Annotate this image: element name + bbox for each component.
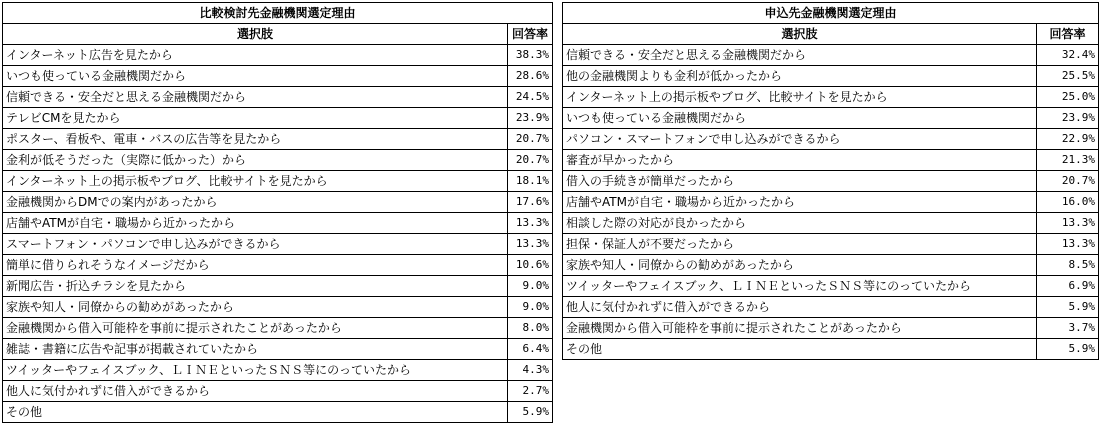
table-row bbox=[563, 129, 1099, 150]
table-row bbox=[3, 360, 553, 381]
choice-cell: インターネット上の掲示板やブログ、比較サイトを見たから bbox=[3, 171, 508, 192]
rate-cell: 6.4% bbox=[508, 339, 553, 360]
right-choice-header: 選択肢 bbox=[563, 24, 1037, 45]
table-row bbox=[3, 87, 553, 108]
rate-cell: 5.9% bbox=[1037, 297, 1099, 318]
table-row bbox=[3, 213, 553, 234]
rate-cell: 20.7% bbox=[1037, 171, 1099, 192]
choice-cell: 簡単に借りられそうなイメージだから bbox=[3, 255, 508, 276]
choice-cell: 他人に気付かれずに借入ができるから bbox=[563, 297, 1037, 318]
table-row bbox=[3, 234, 553, 255]
left-header-row bbox=[3, 24, 553, 45]
choice-cell: 金融機関から借入可能枠を事前に提示されたことがあったから bbox=[3, 318, 508, 339]
choice-cell: ツイッターやフェイスブック、ＬＩＮＥといったＳＮＳ等にのっていたから bbox=[3, 360, 508, 381]
table-row bbox=[3, 255, 553, 276]
choice-cell: テレビCMを見たから bbox=[3, 108, 508, 129]
rate-cell: 20.7% bbox=[508, 150, 553, 171]
right-table-title: 申込先金融機関選定理由 bbox=[563, 3, 1099, 24]
choice-cell: 信頼できる・安全だと思える金融機関だから bbox=[3, 87, 508, 108]
left-rate-header: 回答率 bbox=[508, 24, 553, 45]
table-row bbox=[563, 45, 1099, 66]
table-row bbox=[3, 318, 553, 339]
table-row bbox=[563, 276, 1099, 297]
choice-cell: 金融機関から借入可能枠を事前に提示されたことがあったから bbox=[563, 318, 1037, 339]
table-row bbox=[563, 108, 1099, 129]
rate-cell: 24.5% bbox=[508, 87, 553, 108]
table-row bbox=[563, 339, 1099, 360]
table-row bbox=[563, 66, 1099, 87]
choice-cell: 店舗やATMが自宅・職場から近かったから bbox=[3, 213, 508, 234]
choice-cell: 金融機関からDMでの案内があったから bbox=[3, 192, 508, 213]
table-row bbox=[3, 108, 553, 129]
choice-cell: その他 bbox=[3, 402, 508, 423]
choice-cell: インターネット広告を見たから bbox=[3, 45, 508, 66]
table-row bbox=[563, 255, 1099, 276]
rate-cell: 38.3% bbox=[508, 45, 553, 66]
left-table bbox=[2, 2, 553, 423]
table-row bbox=[3, 381, 553, 402]
rate-cell: 5.9% bbox=[508, 402, 553, 423]
rate-cell: 13.3% bbox=[1037, 213, 1099, 234]
left-title-row bbox=[3, 3, 553, 24]
choice-cell: 店舗やATMが自宅・職場から近かったから bbox=[563, 192, 1037, 213]
choice-cell: 借入の手続きが簡単だったから bbox=[563, 171, 1037, 192]
rate-cell: 20.7% bbox=[508, 129, 553, 150]
table-row bbox=[3, 171, 553, 192]
rate-cell: 6.9% bbox=[1037, 276, 1099, 297]
rate-cell: 5.9% bbox=[1037, 339, 1099, 360]
table-row bbox=[563, 297, 1099, 318]
choice-cell: 他の金融機関よりも金利が低かったから bbox=[563, 66, 1037, 87]
table-row bbox=[3, 150, 553, 171]
rate-cell: 22.9% bbox=[1037, 129, 1099, 150]
rate-cell: 9.0% bbox=[508, 297, 553, 318]
choice-cell: スマートフォン・パソコンで申し込みができるから bbox=[3, 234, 508, 255]
right-table-body bbox=[563, 45, 1099, 360]
left-choice-header: 選択肢 bbox=[3, 24, 508, 45]
right-table bbox=[562, 2, 1099, 360]
left-table-title: 比較検討先金融機関選定理由 bbox=[3, 3, 553, 24]
rate-cell: 10.6% bbox=[508, 255, 553, 276]
left-table-body bbox=[3, 45, 553, 423]
choice-cell: 家族や知人・同僚からの勧めがあったから bbox=[3, 297, 508, 318]
table-row bbox=[3, 276, 553, 297]
choice-cell: 信頼できる・安全だと思える金融機関だから bbox=[563, 45, 1037, 66]
rate-cell: 32.4% bbox=[1037, 45, 1099, 66]
choice-cell: 担保・保証人が不要だったから bbox=[563, 234, 1037, 255]
rate-cell: 3.7% bbox=[1037, 318, 1099, 339]
table-row bbox=[563, 171, 1099, 192]
choice-cell: ツイッターやフェイスブック、ＬＩＮＥといったＳＮＳ等にのっていたから bbox=[563, 276, 1037, 297]
right-rate-header: 回答率 bbox=[1037, 24, 1099, 45]
rate-cell: 13.3% bbox=[508, 234, 553, 255]
rate-cell: 17.6% bbox=[508, 192, 553, 213]
choice-cell: 相談した際の対応が良かったから bbox=[563, 213, 1037, 234]
rate-cell: 28.6% bbox=[508, 66, 553, 87]
rate-cell: 21.3% bbox=[1037, 150, 1099, 171]
choice-cell: ポスター、看板や、電車・バスの広告等を見たから bbox=[3, 129, 508, 150]
rate-cell: 8.5% bbox=[1037, 255, 1099, 276]
table-row bbox=[3, 45, 553, 66]
table-row bbox=[563, 213, 1099, 234]
rate-cell: 4.3% bbox=[508, 360, 553, 381]
rate-cell: 13.3% bbox=[1037, 234, 1099, 255]
rate-cell: 8.0% bbox=[508, 318, 553, 339]
rate-cell: 25.5% bbox=[1037, 66, 1099, 87]
rate-cell: 23.9% bbox=[1037, 108, 1099, 129]
right-header-row bbox=[563, 24, 1099, 45]
table-row bbox=[3, 402, 553, 423]
choice-cell: いつも使っている金融機関だから bbox=[563, 108, 1037, 129]
table-row bbox=[563, 192, 1099, 213]
table-row bbox=[563, 150, 1099, 171]
table-row bbox=[563, 318, 1099, 339]
table-row bbox=[3, 129, 553, 150]
choice-cell: 審査が早かったから bbox=[563, 150, 1037, 171]
rate-cell: 23.9% bbox=[508, 108, 553, 129]
table-row bbox=[563, 234, 1099, 255]
rate-cell: 13.3% bbox=[508, 213, 553, 234]
rate-cell: 9.0% bbox=[508, 276, 553, 297]
choice-cell: 新聞広告・折込チラシを見たから bbox=[3, 276, 508, 297]
choice-cell: その他 bbox=[563, 339, 1037, 360]
choice-cell: 家族や知人・同僚からの勧めがあったから bbox=[563, 255, 1037, 276]
table-row bbox=[563, 87, 1099, 108]
rate-cell: 16.0% bbox=[1037, 192, 1099, 213]
choice-cell: インターネット上の掲示板やブログ、比較サイトを見たから bbox=[563, 87, 1037, 108]
rate-cell: 2.7% bbox=[508, 381, 553, 402]
choice-cell: 金利が低そうだった（実際に低かった）から bbox=[3, 150, 508, 171]
choice-cell: パソコン・スマートフォンで申し込みができるから bbox=[563, 129, 1037, 150]
table-row bbox=[3, 297, 553, 318]
rate-cell: 25.0% bbox=[1037, 87, 1099, 108]
rate-cell: 18.1% bbox=[508, 171, 553, 192]
choice-cell: 他人に気付かれずに借入ができるから bbox=[3, 381, 508, 402]
table-row bbox=[3, 66, 553, 87]
choice-cell: 雑誌・書籍に広告や記事が掲載されていたから bbox=[3, 339, 508, 360]
right-title-row bbox=[563, 3, 1099, 24]
choice-cell: いつも使っている金融機関だから bbox=[3, 66, 508, 87]
table-row bbox=[3, 192, 553, 213]
table-row bbox=[3, 339, 553, 360]
